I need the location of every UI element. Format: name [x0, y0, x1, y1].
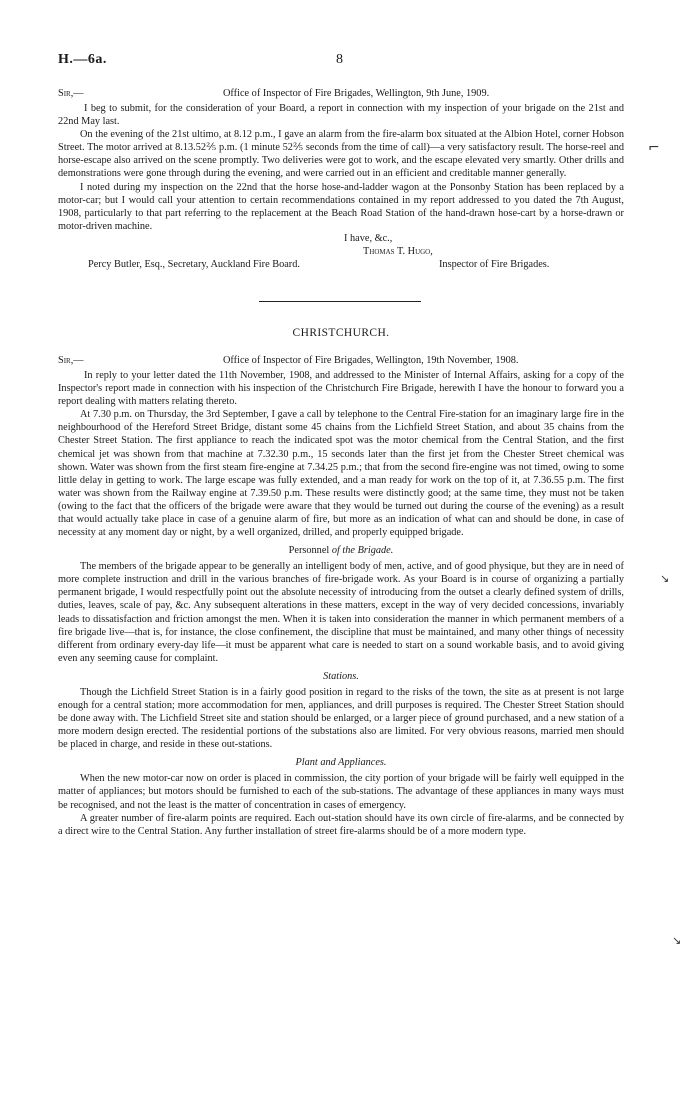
letter1-signature: Thomas T. Hugo,	[363, 245, 433, 257]
stations-body	[58, 686, 624, 751]
plant-body	[58, 772, 624, 837]
letter2-salutation: Sir,—	[58, 354, 84, 366]
page-reference: H.—6a.	[58, 52, 107, 67]
letter1-salutation-line	[58, 88, 624, 102]
plant-heading: Plant and Appliances.	[295, 757, 387, 769]
letter1-office-line: Office of Inspector of Fire Brigades, Wellington, 9th June, 1909.	[223, 88, 490, 99]
letter2-paragraph: At 7.30 p.m. on Thursday, the 3rd September, I gave a call by telephone to the Central Fire-station for an imaginary large fire in the neighbourhood of the Hereford Street Bridge, distant some 45 chains from the Lichfield Street Station, and about 35 chains from the Chester Street Station. The first appliance to reach the indicated spot was the motor chemical from the Central Station, and the first chemical jet was shown from that machine at 7.32.30 p.m., 15 seconds later than the first jet from the Chester Street chemical was shown. Water was shown from the first steam fire-engine at 7.34.25 p.m.; that from the second fire-engine was not timed, owing to some little delay in getting to work. The large escape was fully extended, and a man ready for work on the top of it, at 7.36.55 p.m. The first water was shown from the Railway engine at 7.39.50 p.m. These results were distinctly good; at the same time, they must not be taken (owing to the fact that the officers of the brigade were aware that they would be turned out during the course of the evening) as a result that would actually take place in case of a genuine alarm of fire, but more as an indication of what can and should be done, in case of necessity at any moment day or night, by a well organized, drilled, and properly equipped brigade.	[58, 409, 624, 539]
personnel-paragraph: The members of the brigade appear to be generally an intelligent body of men, active, and of good physique, but they are in need of more complete instruction and drill in the various branches of fire-brigade work. As your Board is in course of organizing a partially permanent brigade, I would respectfully point out the absolute necessity of introducing from the outset a clearly defined system of drills, duties, leaves, scale of pay, &c. Any subsequent alterations in these matters, except in the way of very decided concessions, invariably leads to dissatisfaction and friction amongst the men. When it is taken into consideration the manner in which permanent members of a fire brigade live—that is, for instance, the close confinement, the discipline that must be maintained, and many other things of necessity different from ordinary every-day life—it must be apparent what care is needed to start on a sound workable basis, and to avoid giving even any seeming cause for complaint.	[58, 561, 624, 664]
section-title: CHRISTCHURCH.	[292, 326, 390, 339]
personnel-body	[58, 560, 624, 665]
page-header	[58, 52, 624, 74]
margin-annotation-mark: ↘	[660, 572, 670, 585]
plant-paragraph: A greater number of fire-alarm points are required. Each out-station should have its own circle of fire-alarms, and be connected by a direct wire to the Central Station. Any further installation of street fire-alarms should be of a more modern type.	[58, 812, 624, 837]
letter1-body	[58, 102, 624, 233]
letter1-addressee: Percy Butler, Esq., Secretary, Auckland Fire Board.	[88, 258, 300, 270]
letter1-closing: I have, &c.,	[344, 232, 393, 244]
letter1-paragraph: On the evening of the 21st ultimo, at 8.12 p.m., I gave an alarm from the fire-alarm box situated at the Albion Hotel, corner Hobson Street. The motor arrived at 8.13.52⅖ p.m. (1 minute 52⅖ seconds from the time of call)—a very satisfactory result. The horse-reel and horse-escape also arrived on the scene promptly. Two deliveries were got to work, and the escape elevated very smartly. Other drills and demonstrations were gone through during the evening, and were carried out in an efficient and creditable manner generally.	[58, 129, 624, 180]
letter2-body	[58, 369, 624, 539]
letter1-addressee-line	[58, 259, 624, 273]
margin-annotation-mark: ↘	[672, 934, 682, 947]
letter1-signatory-title: Inspector of Fire Brigades.	[439, 258, 550, 270]
letter1-paragraph: I beg to submit, for the consideration of your Board, a report in connection with my inspection of your brigade on the 21st and 22nd May last.	[58, 103, 624, 128]
letter1-salutation: Sir,—	[58, 88, 84, 99]
document-page	[58, 52, 624, 838]
letter2-paragraph: In reply to your letter dated the 11th November, 1908, and addressed to the Minister of Internal Affairs, asking for a copy of the Inspector's report made in connection with his inspection of the Christchurch Fire Brigade, herewith I have the honour to forward you a report dealing with matters relating thereto.	[58, 369, 624, 408]
stations-heading: Stations.	[323, 670, 359, 682]
page-number: 8	[336, 52, 343, 67]
personnel-heading: Personnel of the Brigade.	[288, 545, 394, 557]
letter1-paragraph: I noted during my inspection on the 22nd that the horse hose-and-ladder wagon at the Ponsonby Station has been replaced by a motor-car; but I would call your attention to certain recommendations contained in my report addressed to you dated the 7th August, 1908, particularly to that part referring to the replacement at the Beach Road Station of the hand-drawn hose-cart by a horse-drawn or motor-driven machine.	[58, 181, 624, 232]
section-divider	[259, 301, 421, 302]
letter2-salutation-line	[58, 355, 624, 369]
plant-paragraph: When the new motor-car now on order is placed in commission, the city portion of your brigade will be fairly well equipped in the matter of appliances; but motors should be furnished to each of the sub-stations. The advantage of these appliances in many ways must be recognised, and not the least is the matter of concentration in cases of emergency.	[58, 773, 624, 811]
margin-annotation-mark: ⌐	[648, 140, 660, 156]
stations-paragraph: Though the Lichfield Street Station is in a fairly good position in regard to the risks of the town, the site as at present is not large enough for a central station; more accommodation for men, appliances, and drill purposes is required. The Chester Street Station should be done away with. The Lichfield Street site and station should be enlarged, or a larger piece of ground purchased, and a new station of a more modern design erected. The residential portions of the substations also are limited. For very obvious reasons, married men should be placed in charge, and reside in these out-stations.	[58, 686, 624, 751]
letter2-office-line: Office of Inspector of Fire Brigades, Wellington, 19th November, 1908.	[223, 354, 519, 366]
